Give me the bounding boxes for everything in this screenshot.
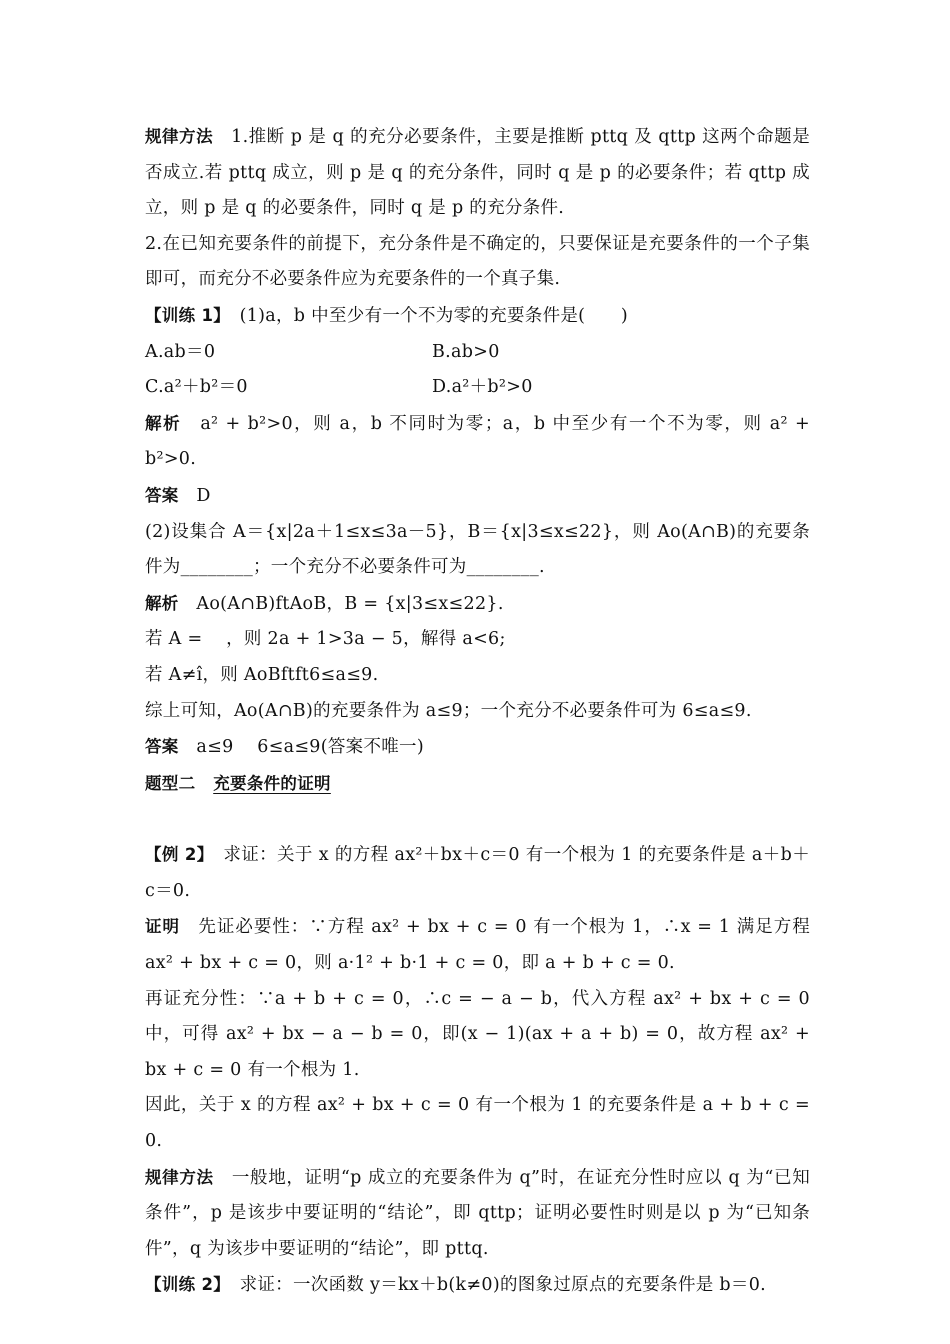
paragraph-opt1	[145, 335, 810, 371]
paragraph-s4	[145, 658, 810, 694]
document-body	[145, 119, 810, 1304]
paragraph-label: 证明	[145, 917, 180, 937]
paragraph-m1	[145, 119, 810, 227]
option-0: C.a²＋b²＝0	[145, 377, 248, 398]
paragraph-label: 答案	[145, 737, 179, 757]
section-title: 充要条件的证明	[213, 773, 331, 793]
paragraph-text: 一般地，证明“p 成立的充要条件为 q”时，在证充分性时应以 q 为“已知条件”，p 是该步中要证明的“结论”，即 qttp；证明必要性时则是以 p 为“已知条件”，q 为该步中要证明的“结论”，即 pttq.	[145, 1167, 810, 1259]
paragraph-text: 先证必要性：∵方程 ax² + bx + c = 0 有一个根为 1，∴x = 1 满足方程 ax² + bx + c = 0，则 a·1² + b·1 + c = 0，即 a + b + c = 0.	[145, 917, 810, 974]
paragraph-opt2	[145, 370, 810, 406]
paragraph-label: 解析	[145, 593, 179, 613]
paragraph-t2	[145, 1267, 810, 1304]
paragraph-text: a² + b²>0，则 a，b 不同时为零；a，b 中至少有一个不为零，则 a² + b²>0.	[145, 413, 810, 470]
paragraph-label: 【例 2】	[145, 845, 206, 865]
paragraph-label: 规律方法	[145, 1167, 214, 1187]
paragraph-a2	[145, 729, 810, 766]
paragraph-label: 规律方法	[145, 127, 214, 146]
paragraph-text: a≤9 6≤a≤9(答案不唯一)	[178, 737, 424, 758]
paragraph-p1	[145, 909, 810, 981]
paragraph-label: 解析	[145, 413, 182, 433]
paragraph-text: 综上可知，Ao(A∩B)的充要条件为 a≤9；一个充分不必要条件可为 6≤a≤9.	[145, 700, 752, 721]
paragraph-text: 1.推断 p 是 q 的充分必要条件，主要是推断 pttq 及 qttp 这两个命题是否成立.若 pttq 成立，则 p 是 q 的充分条件，同时 q 是 p 的必要条件；若 qttp 成立，则 p 是 q 的必要条件，同时 q 是 p 的充分条件.	[145, 127, 811, 219]
paragraph-label: 题型二	[145, 773, 196, 793]
paragraph-label: 【训练 1】	[145, 305, 222, 325]
paragraph-e2	[145, 837, 810, 909]
paragraph-a1	[145, 478, 810, 515]
paragraph-s3	[145, 622, 810, 658]
paragraph-p3	[145, 1088, 810, 1159]
paragraph-text: (2)设集合 A＝{x|2a＋1≤x≤3a－5}，B＝{x|3≤x≤22}，则 Ao(A∩B)的充要条件为________；一个充分不必要条件可为________.	[145, 521, 810, 578]
paragraph-text: 再证充分性：∵a + b + c = 0，∴c = − a − b，代入方程 ax² + bx + c = 0 中，可得 ax² + bx − a − b = 0，即(x − 1)(ax + a + b) = 0，故方程 ax² + bx + c = 0 有一个根为 1.	[145, 988, 810, 1080]
paragraph-h2	[145, 766, 810, 803]
paragraph-s5	[145, 694, 810, 730]
paragraph-label: 答案	[145, 485, 179, 505]
option-1: D.a²＋b²>0	[432, 377, 533, 398]
paragraph-label: 【训练 2】	[145, 1275, 222, 1295]
paragraph-text: D	[178, 485, 211, 506]
paragraph-m3	[145, 1160, 810, 1268]
paragraph-p2	[145, 982, 810, 1089]
paragraph-text: 若 A≠î，则 AoBftft6≤a≤9.	[145, 664, 379, 685]
paragraph-q2	[145, 515, 810, 586]
option-1: B.ab>0	[432, 341, 500, 362]
paragraph-s1	[145, 406, 810, 478]
paragraph-text: 若 A = ，则 2a + 1>3a − 5，解得 a<6;	[145, 629, 506, 650]
paragraph-text: (1)a，b 中至少有一个不为零的充要条件是( )	[221, 305, 629, 326]
paragraph-t1	[145, 298, 810, 335]
paragraph-text: 2.在已知充要条件的前提下，充分条件是不确定的，只要保证是充要条件的一个子集即可，而充分不必要条件应为充要条件的一个真子集.	[145, 233, 810, 290]
paragraph-s2	[145, 586, 810, 623]
paragraph-text: 因此，关于 x 的方程 ax² + bx + c = 0 有一个根为 1 的充要条件是 a + b + c = 0.	[145, 1095, 810, 1152]
paragraph-text: 求证：一次函数 y＝kx＋b(k≠0)的图象过原点的充要条件是 b＝0.	[221, 1275, 767, 1296]
paragraph-text: 求证：关于 x 的方程 ax²＋bx＋c＝0 有一个根为 1 的充要条件是 a＋b＋c＝0.	[145, 845, 810, 901]
paragraph-text: Ao(A∩B)ftAoB，B = {x|3≤x≤22}.	[178, 593, 504, 614]
spacer	[145, 802, 810, 837]
paragraph-m2	[145, 227, 810, 298]
option-0: A.ab＝0	[145, 341, 216, 362]
